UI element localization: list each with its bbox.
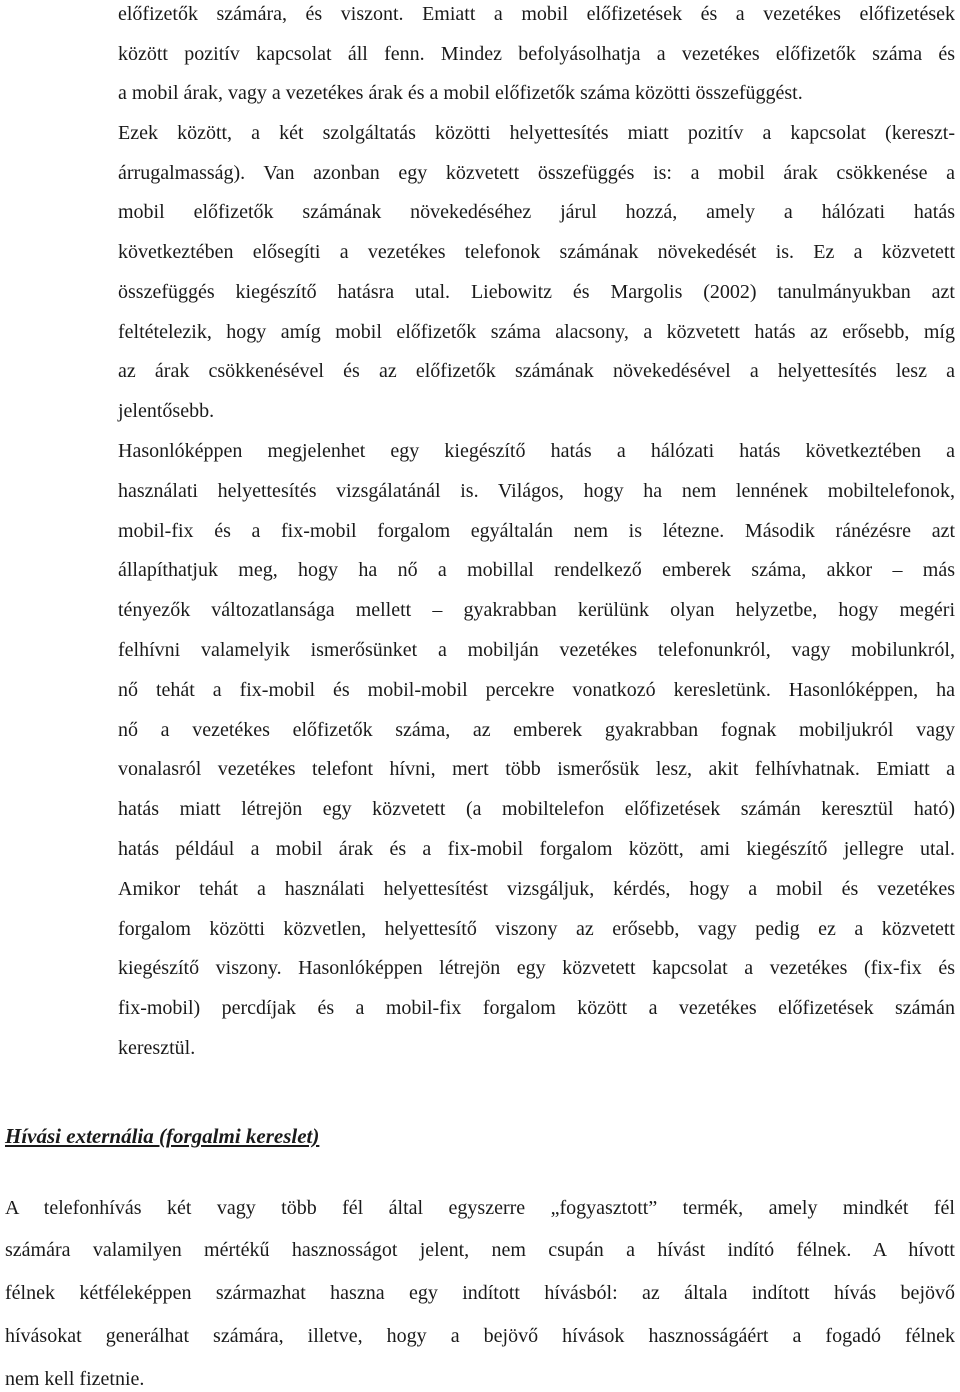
paragraph-line: jelentősebb. — [118, 400, 215, 422]
section-heading: Hívási externália (forgalmi kereslet) — [5, 1124, 320, 1148]
paragraph-line: nő a vezetékes előfizetők száma, az emberek gyakrabban fognak mobiljukról vagy — [118, 719, 955, 741]
paragraph-line: a mobil árak, vagy a vezetékes árak és a mobil előfizetők száma közötti összefüggést. — [118, 82, 803, 104]
paragraph-line: tényezők változatlansága mellett – gyakrabban kerülünk olyan helyzetbe, hogy megéri — [118, 599, 955, 621]
paragraph-line: hatás például a mobil árak és a fix-mobil forgalom között, ami kiegészítő jellegre utal. — [118, 838, 955, 860]
paragraph-line: vonalasról vezetékes telefont hívni, mert több ismerősük lesz, akit felhívhatnak. Emiatt a — [118, 758, 955, 780]
paragraph-line: előfizetők számára, és viszont. Emiatt a mobil előfizetések és a vezetékes előfizetések — [118, 3, 955, 25]
paragraph-line: hívásokat generálhat számára, illetve, hogy a bejövő hívások hasznosságáért a fogadó félnek — [5, 1325, 955, 1347]
paragraph-line: összefüggés kiegészítő hatásra utal. Liebowitz és Margolis (2002) tanulmányukban azt — [118, 281, 955, 303]
paragraph-line: forgalom közötti közvetlen, helyettesítő viszony az erősebb, vagy pedig ez a közvetett — [118, 918, 955, 940]
paragraph-line: fix-mobil) percdíjak és a mobil-fix forgalom között a vezetékes előfizetések számán — [118, 997, 955, 1019]
paragraph-line: Amikor tehát a használati helyettesítést vizsgáljuk, kérdés, hogy a mobil és vezetékes — [118, 878, 955, 900]
paragraph-line: keresztül. — [118, 1037, 196, 1059]
paragraph-line: mobil-fix és a fix-mobil forgalom egyáltalán nem is létezne. Második ránézésre azt — [118, 520, 955, 542]
paragraph-line: kiegészítő viszony. Hasonlóképpen létrejön egy közvetett kapcsolat a vezetékes (fix-fix és — [118, 957, 955, 979]
paragraph-line: az árak csökkenésével és az előfizetők számának növekedésével a helyettesítés lesz a — [118, 360, 955, 382]
paragraph-line: következtében elősegíti a vezetékes telefonok számának növekedését is. Ez a közvetett — [118, 241, 955, 263]
paragraph-line: hatás miatt létrejön egy közvetett (a mobiltelefon előfizetések számán keresztül ható) — [118, 798, 955, 820]
paragraph-line: állapíthatjuk meg, hogy ha nő a mobillal rendelkező emberek száma, akkor – más — [118, 559, 955, 581]
paragraph-line: között pozitív kapcsolat áll fenn. Mindez befolyásolhatja a vezetékes előfizetők száma és — [118, 43, 955, 65]
paragraph-line: Hasonlóképpen megjelenhet egy kiegészítő hatás a hálózati hatás következtében a — [118, 440, 955, 462]
paragraph-line: nem kell fizetnie. — [5, 1368, 145, 1390]
paragraph-line: használati helyettesítés vizsgálatánál is. Világos, hogy ha nem lennének mobiltelefonok, — [118, 480, 955, 502]
paragraph-line: feltételezik, hogy amíg mobil előfizetők száma alacsony, a közvetett hatás az erősebb, míg — [118, 321, 955, 343]
paragraph-line: számára valamilyen mértékű hasznosságot jelent, nem csupán a hívást indító félnek. A hívott — [5, 1239, 955, 1261]
paragraph-line: árrugalmasság). Van azonban egy közvetett összefüggés is: a mobil árak csökkenése a — [118, 162, 955, 184]
paragraph-line: A telefonhívás két vagy több fél által egyszerre „fogyasztott” termék, amely mindkét fél — [5, 1197, 955, 1219]
paragraph-line: felhívni valamelyik ismerősünket a mobilján vezetékes telefonunkról, vagy mobilunkról, — [118, 639, 955, 661]
paragraph-line: félnek kétféleképpen származhat haszna egy indított hívásból: az általa indított hívás bejövő — [5, 1282, 955, 1304]
paragraph-line: Ezek között, a két szolgáltatás közötti helyettesítés miatt pozitív a kapcsolat (kereszt- — [118, 122, 955, 144]
paragraph-line: mobil előfizetők számának növekedéséhez járul hozzá, amely a hálózati hatás — [118, 201, 955, 223]
paragraph-line: nő tehát a fix-mobil és mobil-mobil percekre vonatkozó keresletünk. Hasonlóképpen, ha — [118, 679, 955, 701]
